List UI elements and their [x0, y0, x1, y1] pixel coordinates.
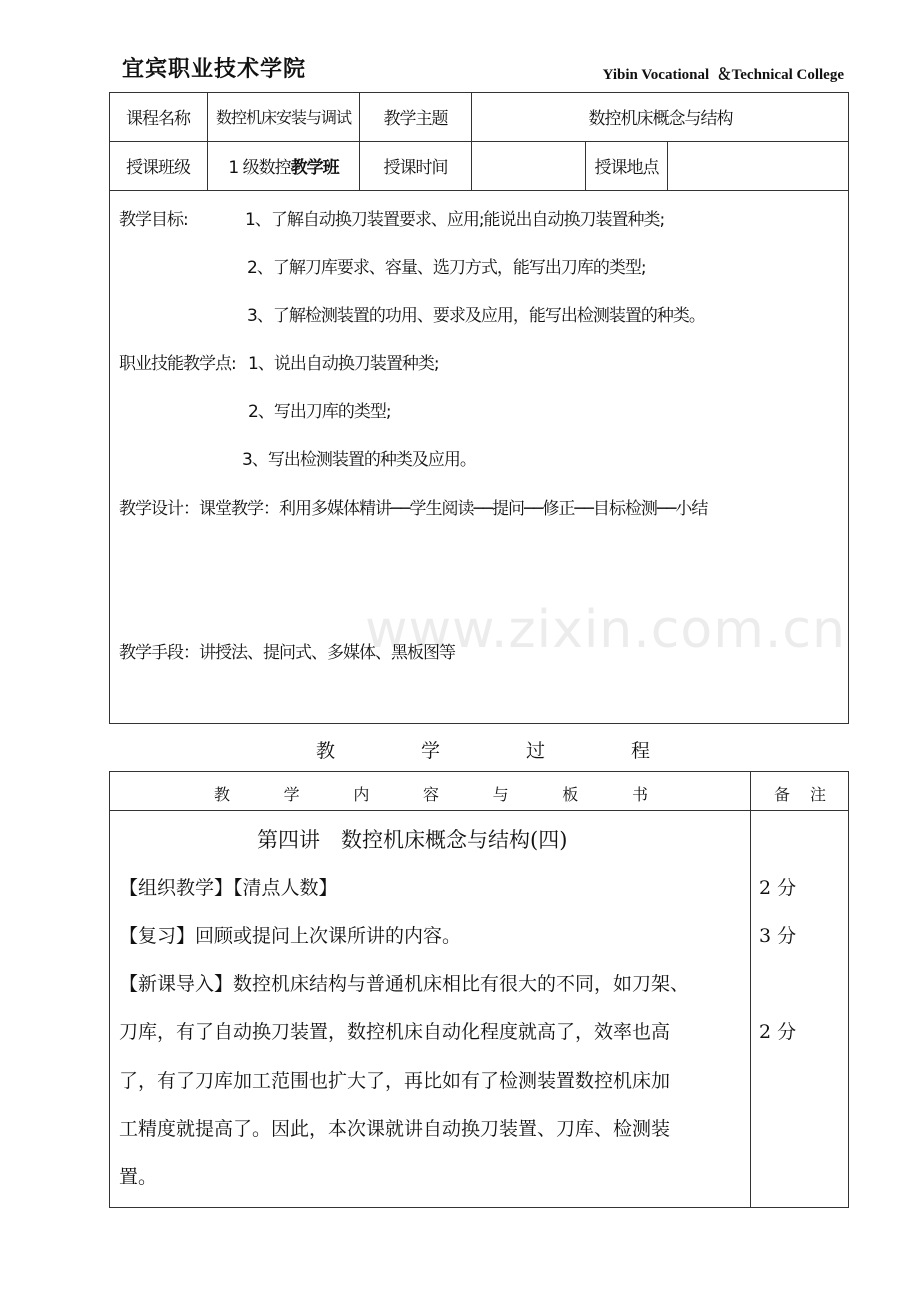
place-label: 授课地点: [594, 158, 659, 178]
header-char: 与: [492, 785, 509, 804]
intro-line: 置。: [119, 1166, 158, 1188]
objective-item: 3、了解检测装置的功用、要求及应用，能写出检测装置的种类。: [247, 306, 705, 326]
place-value: [668, 141, 849, 190]
topic-value: 数控机床概念与结构: [588, 109, 733, 129]
process-title-char: 教: [316, 740, 336, 762]
course-name-label: 课程名称: [126, 109, 190, 129]
class-suffix: 教学班: [290, 158, 339, 178]
time-label: 授课时间: [383, 158, 448, 178]
header-char: 板: [562, 785, 579, 804]
header-char: 书: [631, 785, 648, 804]
intro-note: 2 分: [759, 1021, 797, 1043]
header-char: 教: [214, 785, 231, 804]
skill-item: 3、写出检测装置的种类及应用。: [242, 450, 476, 470]
watermark: www.zixin.com.cn: [365, 600, 846, 660]
skills-label: 职业技能教学点:: [119, 354, 236, 374]
header-char: 注: [809, 785, 826, 804]
intro-line: 工精度就提高了。因此，本次课就讲自动换刀装置、刀库、检测装: [119, 1118, 671, 1140]
skill-item: 1、说出自动换刀装置种类;: [248, 354, 439, 374]
class-label: 授课班级: [126, 158, 190, 178]
teaching-design: 教学设计：课堂教学：利用多媒体精讲──学生阅读──提问──修正──目标检测──小结: [119, 499, 708, 519]
header-char: 内: [353, 785, 370, 804]
header-char: 学: [283, 785, 300, 804]
class-prefix: 1 级数控: [228, 158, 291, 178]
teaching-means: 教学手段：讲授法、提问式、多媒体、黑板图等: [119, 643, 455, 663]
process-title-char: 过: [525, 740, 545, 762]
process-title: [316, 736, 650, 763]
organize-note: 2 分: [759, 877, 797, 899]
class-value: [208, 141, 359, 190]
process-title-char: 程: [630, 740, 650, 762]
process-title-char: 学: [420, 740, 440, 762]
topic-label: 教学主题: [383, 109, 448, 129]
notes-column-header: [774, 782, 826, 805]
objective-item: 1、了解自动换刀装置要求、应用;能说出自动换刀装置种类;: [245, 210, 665, 230]
time-value: [472, 141, 585, 190]
objective-item: 2、了解刀库要求、容量、选刀方式，能写出刀库的类型;: [247, 258, 646, 278]
review: 【复习】回顾或提问上次课所讲的内容。: [119, 925, 462, 947]
review-note: 3 分: [759, 925, 797, 947]
intro-line: 刀库，有了自动换刀装置，数控机床自动化程度就高了，效率也高: [119, 1021, 671, 1043]
course-name-value: 数控机床安装与调试: [215, 108, 351, 127]
organize-teaching: 【组织教学】【清点人数】: [119, 877, 338, 899]
intro-line: 了，有了刀库加工范围也扩大了，再比如有了检测装置数控机床加: [119, 1070, 671, 1092]
header-char: 备: [774, 785, 791, 804]
school-name-cn: 宜宾职业技术学院: [122, 57, 307, 82]
header-char: 容: [422, 785, 439, 804]
objectives-label: 教学目标:: [119, 210, 188, 230]
lecture-title: 第四讲 数控机床概念与结构(四): [257, 828, 568, 852]
skill-item: 2、写出刀库的类型;: [248, 402, 391, 422]
content-column-header: [214, 782, 648, 805]
intro-line: 【新课导入】数控机床结构与普通机床相比有很大的不同，如刀架、: [119, 973, 690, 995]
school-name-en: Yibin Vocational ＆Technical College: [602, 67, 844, 83]
